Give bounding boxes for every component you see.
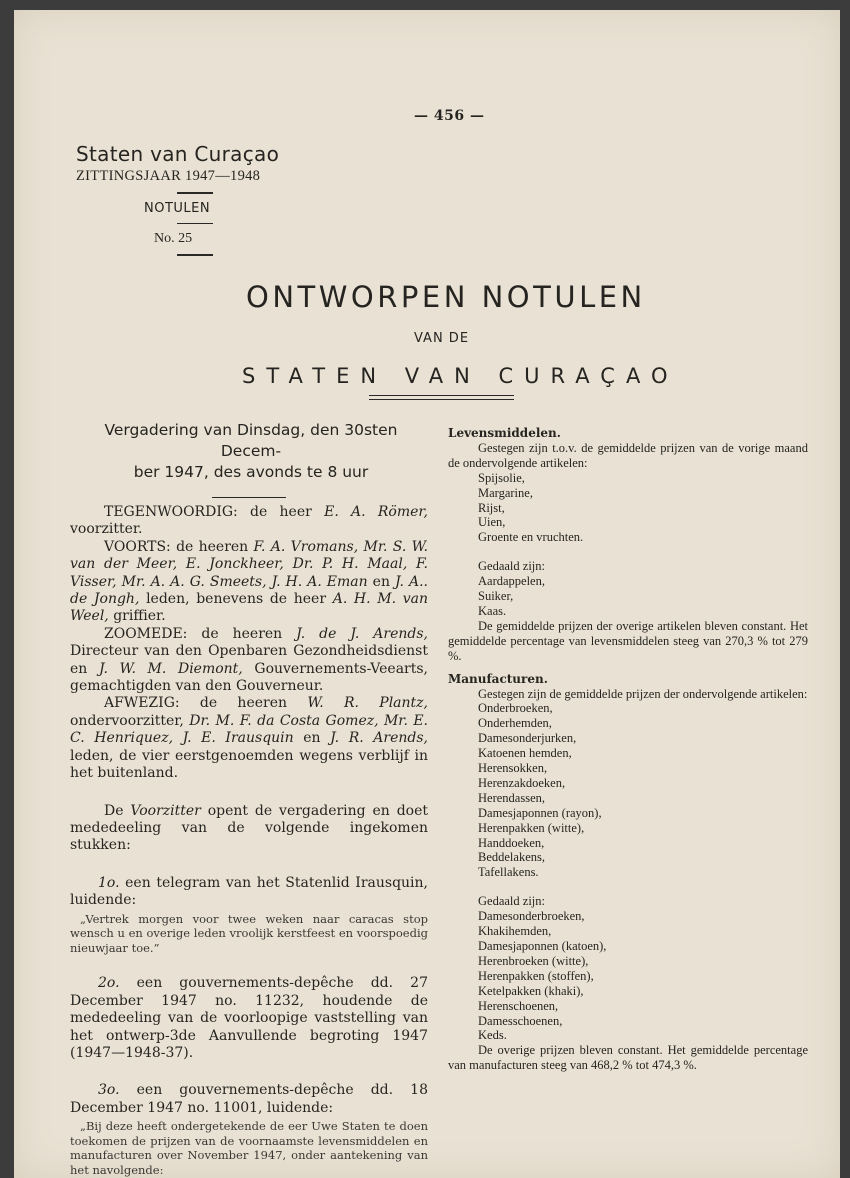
list-item: Herenbroeken (witte), [478, 953, 589, 968]
label: ZOOMEDE: de heeren [104, 625, 297, 642]
main-title: ONTWORPEN NOTULEN [246, 280, 646, 314]
textiles-decreased-list [448, 909, 808, 1043]
incoming-item-2 [70, 975, 428, 1062]
food-increased-list [448, 471, 808, 546]
names: Dr. M. F. da Costa Gomez, Mr. E. C. Henriquez, J. E. Irausquin [70, 712, 428, 747]
attendance-further [70, 539, 428, 626]
list-item: Groente en vruchten. [478, 530, 584, 545]
spacer [70, 783, 428, 803]
list-item: Uien, [478, 515, 506, 530]
list-item: Handdoeken, [478, 835, 545, 850]
list-item: Damesonderbroeken, [478, 909, 585, 924]
meeting-heading-line: ber 1947, des avonds te 8 uur [133, 463, 369, 481]
name: J. R. Arends, [330, 730, 428, 747]
names: F. A. Vromans, Mr. S. W. van der Meer, E. Jonckheer, Dr. P. H. Maal, F. Visser, Mr. A. A. G. Smeets, J. H. A. Eman [70, 538, 428, 590]
text: voorzitter. [70, 521, 143, 538]
spacer [448, 664, 808, 672]
spacer [70, 1062, 428, 1082]
left-column [70, 420, 428, 1178]
incoming-item-1 [70, 875, 428, 910]
text: opent de vergadering en doet mededeeling van de volgende ingekomen stukken: [70, 802, 428, 854]
list-item: Herenzakdoeken, [478, 775, 566, 790]
text: Gouvernements-Veearts, gemachtigden van den Gouverneur. [70, 660, 429, 695]
meeting-heading-line: Vergadering van Dinsdag, den 30sten Decem- [104, 421, 398, 460]
text: leden, de vier eerstgenoemden wegens verblijf in het buitenland. [70, 747, 428, 782]
item-number: 3o. [98, 1082, 120, 1099]
text: een gouvernements-depêche dd. 27 December 1947 no. 11232, houdende de mededeeling van de voorloopige vaststelling van het ontwerp-3de Aanvullende begroting 1947 (1947—1948-37). [70, 975, 428, 1061]
text: griffier. [108, 608, 166, 625]
text: Directeur van den Openbaren Gezondheidsdienst en [70, 643, 428, 677]
list-item: Herenschoenen, [478, 998, 559, 1013]
meeting-heading [74, 420, 428, 483]
name: J. W. M. Diemont, [98, 660, 243, 677]
text: De [104, 802, 131, 819]
text: een telegram van het Statenlid Irausquin, luidende: [70, 874, 428, 909]
name: J. A.. de Jongh, [70, 573, 428, 608]
list-item: Tafellakens. [478, 865, 539, 880]
masthead [76, 142, 286, 263]
textiles-intro: Gestegen zijn de gemiddelde prijzen der ondervolgende artikelen: [478, 686, 808, 701]
list-item: Margarine, [478, 485, 533, 500]
textiles-increased-list [448, 701, 808, 880]
textiles-decreased-intro: Gedaald zijn: [478, 894, 545, 909]
sub-title: VAN DE [414, 331, 470, 346]
food-decreased-list [448, 574, 808, 619]
depeche-quote: „Bij deze heeft ondergetekende de eer Uwe Staten te doen toekomen de prijzen van de voornaamste levensmiddelen en manufacturen over November 1947, onder aantekening van het navolgende: [70, 1119, 428, 1177]
list-item: Kaas. [478, 603, 507, 618]
label: AFWEZIG: de heeren [104, 695, 308, 712]
list-item: Herenpakken (witte), [478, 820, 585, 835]
heading-divider [212, 497, 286, 498]
list-item: Onderhemden, [478, 716, 552, 731]
page-number: — 456 — [414, 108, 485, 124]
item-number: 1o. [98, 874, 120, 891]
attendance-absent [70, 695, 428, 782]
masthead-divider [177, 223, 213, 225]
list-item: Suiker, [478, 589, 514, 604]
chair: Voorzitter [130, 802, 201, 819]
name: A. H. M. van Weel, [70, 591, 428, 625]
list-item: Damesjaponnen (katoen), [478, 939, 607, 953]
textiles-section-title: Manufacturen. [448, 671, 548, 686]
list-item: Herendassen, [478, 790, 545, 805]
list-item: Khakihemden, [478, 924, 552, 939]
list-item: Damesonderjurken, [478, 731, 577, 746]
list-item: Damesjaponnen (rayon), [478, 805, 602, 820]
item-number: 2o. [98, 975, 120, 992]
masthead-number: No. 25 [154, 231, 193, 246]
list-item: Keds. [478, 1028, 507, 1043]
text: en [367, 573, 395, 590]
telegram-quote: „Vertrek morgen voor twee weken naar caracas stop wensch u en overige leden vroolijk kerstfeest en voorspoedig nieuwjaar toe.” [70, 911, 428, 955]
attendance-also [70, 626, 428, 696]
text: ondervoorzitter, [70, 712, 190, 729]
text: een gouvernements-depêche dd. 18 December 1947 no. 11001, luidende: [70, 1082, 428, 1116]
list-item: Spijsolie, [478, 470, 525, 485]
list-item: Herenpakken (stoffen), [478, 968, 594, 983]
label: TEGENWOORDIG: de heer [104, 504, 325, 520]
opening-paragraph [70, 803, 428, 855]
masthead-org: Staten van Curaçao [76, 142, 280, 166]
food-decreased-intro: Gedaald zijn: [478, 559, 545, 574]
text: leden, benevens de heer [139, 591, 333, 608]
list-item: Aardappelen, [478, 574, 545, 589]
label: VOORTS: de heeren [104, 538, 254, 555]
name: W. R. Plantz, [307, 695, 428, 712]
name: E. A. Römer, [324, 504, 428, 520]
masthead-session: ZITTINGSJAAR 1947—1948 [76, 168, 261, 184]
food-section-title: Levensmiddelen. [448, 426, 561, 440]
title-double-rule [369, 395, 514, 400]
spacer [70, 855, 428, 875]
list-item: Beddelakens, [478, 850, 545, 865]
list-item: Rijst, [478, 500, 505, 515]
right-column [448, 426, 808, 1073]
spacer [70, 955, 428, 975]
name: J. de J. Arends, [296, 625, 429, 642]
list-item: Katoenen hemden, [478, 746, 572, 761]
list-item: Herensokken, [478, 761, 548, 776]
masthead-divider [177, 192, 213, 194]
masthead-divider [177, 254, 213, 256]
list-item: Onderbroeken, [478, 701, 553, 716]
textiles-summary: De overige prijzen bleven constant. Het gemiddelde percentage van manufacturen steeg van 468,2 % tot 474,3 %. [448, 1043, 808, 1073]
food-intro: Gestegen zijn t.o.v. de gemiddelde prijzen van de vorige maand de ondervolgende artikelen: [448, 440, 808, 470]
incoming-item-3 [70, 1082, 428, 1117]
document-page [14, 10, 840, 1178]
list-item: Damesschoenen, [478, 1013, 563, 1028]
attendance-present [70, 504, 428, 539]
masthead-notulen: NOTULEN [144, 200, 211, 216]
spacer [448, 880, 808, 894]
food-summary: De gemiddelde prijzen der overige artikelen bleven constant. Het gemiddelde percentage van levensmiddelen steeg van 270,3 % tot 279 %. [448, 618, 808, 663]
list-item: Ketelpakken (khaki), [478, 983, 584, 998]
institution-title: STATEN VAN CURAÇAO [242, 364, 679, 388]
text: en [293, 730, 331, 747]
spacer [448, 545, 808, 559]
